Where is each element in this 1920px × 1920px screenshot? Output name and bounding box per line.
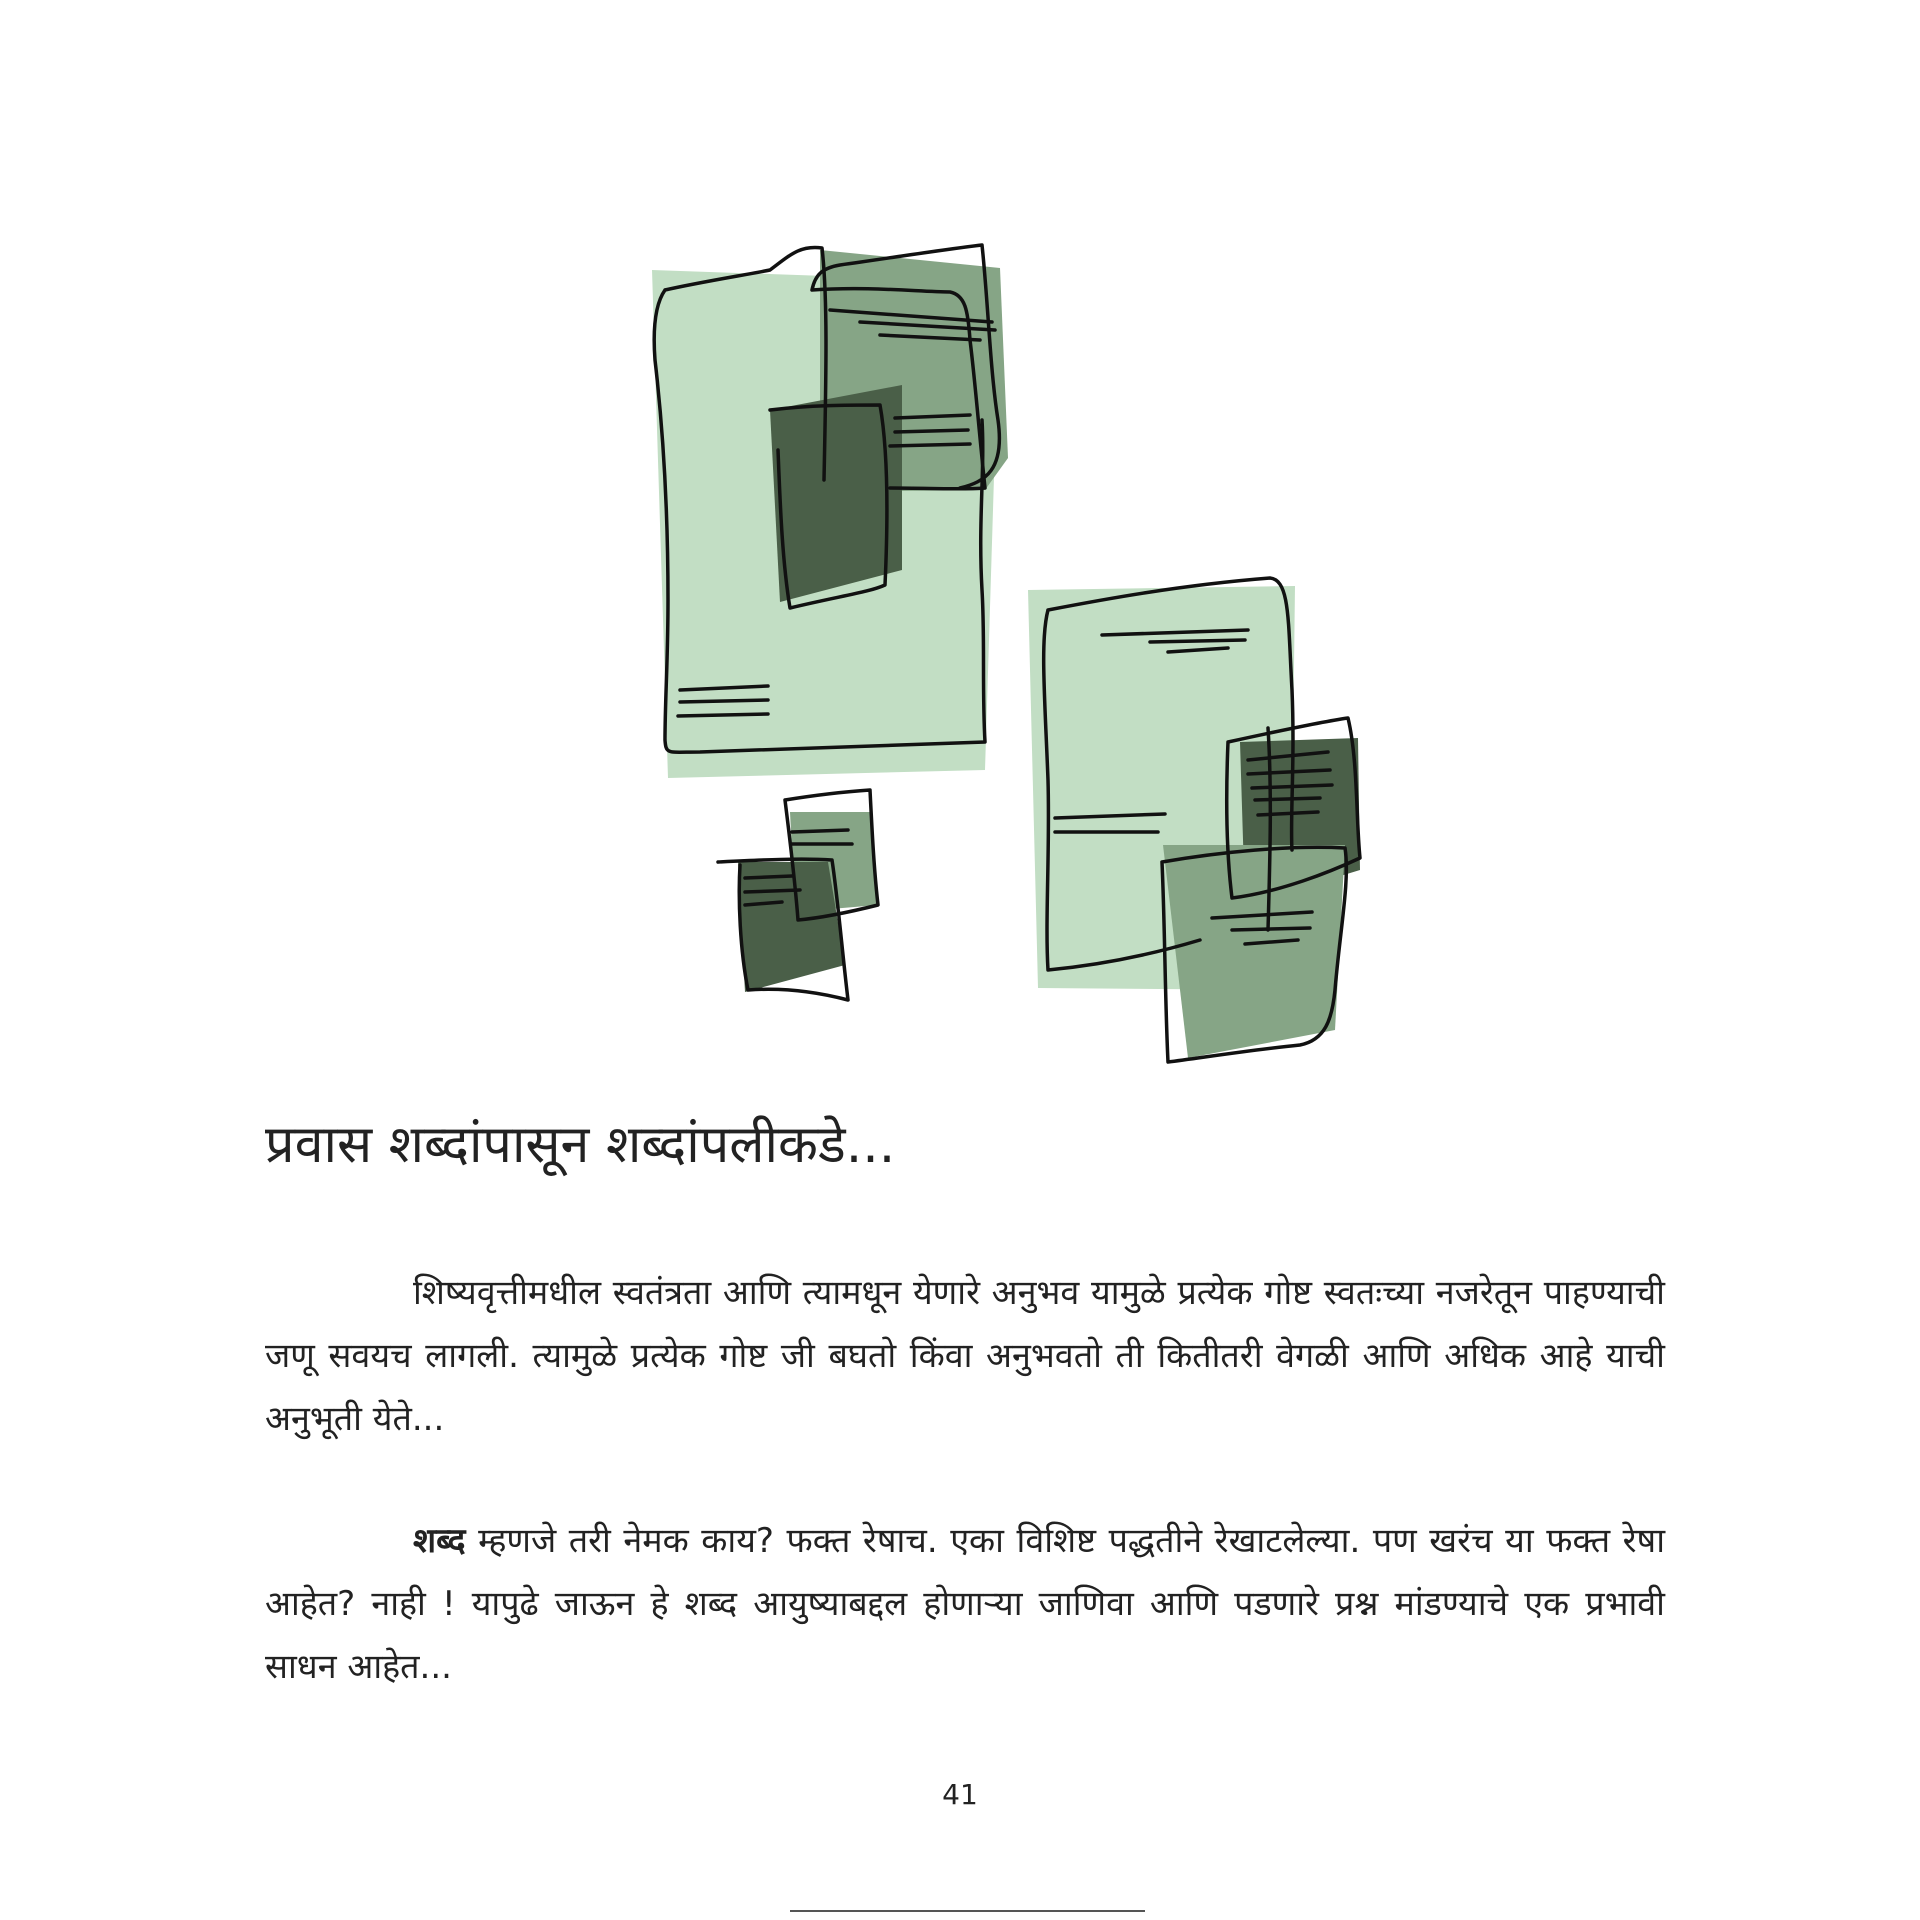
fills	[652, 250, 1360, 1058]
small-dark-sheet-fill	[738, 862, 845, 992]
page-title: प्रवास शब्दांपासून शब्दांपलीकडे...	[265, 1115, 896, 1175]
paragraph-1-text: शिष्यवृत्तीमधील स्वतंत्रता आणि त्यामधून येणारे अनुभव यामुळे प्रत्येक गोष्ट स्वतःच्या नजरेतून पाहण्याची जणू सवयच लागली. त्यामुळे प्रत्येक गोष्ट जी बघतो किंवा अनुभवतो ती कितीतरी वेगळी आणि अधिक आहे याची अनुभूती येते...	[265, 1273, 1665, 1439]
page-number: 41	[942, 1778, 978, 1811]
body-paragraph-2	[265, 1510, 1665, 1699]
body-paragraph-1	[265, 1262, 1665, 1451]
footer-divider	[790, 1910, 1145, 1912]
paragraph-2-lead-word: शब्द	[413, 1521, 466, 1561]
paragraph-2-text: म्हणजे तरी नेमक काय? फक्त रेषाच. एका विशिष्ट पद्धतीने रेखाटलेल्या. पण खरंच या फक्त रेषा आहेत? नाही ! यापुढे जाऊन हे शब्द आयुष्याबद्दल होणाऱ्या जाणिवा आणि पडणारे प्रश्न मांडण्याचे एक प्रभावी साधन आहेत...	[265, 1521, 1665, 1687]
